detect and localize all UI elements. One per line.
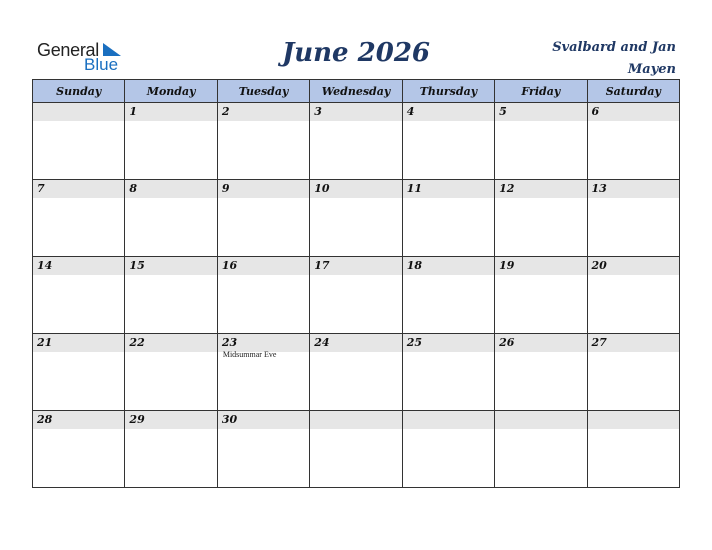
weekday-friday: Friday [495, 80, 587, 103]
day-cell[interactable] [402, 180, 494, 257]
day-cell[interactable] [402, 334, 494, 411]
day-cell[interactable] [495, 257, 587, 334]
weekday-sunday: Sunday [33, 80, 125, 103]
day-cell[interactable] [125, 103, 217, 180]
day-number: 26 [495, 334, 586, 352]
logo-blue-text: Blue [84, 55, 119, 74]
holiday-event: Midsummar Eve [222, 350, 277, 359]
day-number: 24 [310, 334, 401, 352]
weekday-monday: Monday [125, 80, 217, 103]
day-cell[interactable] [495, 411, 587, 488]
day-cell[interactable] [587, 103, 679, 180]
day-number [403, 411, 494, 429]
day-cell[interactable] [33, 103, 125, 180]
day-cell[interactable] [495, 103, 587, 180]
day-number: 2 [218, 103, 309, 121]
day-cell[interactable] [125, 334, 217, 411]
day-cell[interactable] [33, 180, 125, 257]
day-number: 7 [33, 180, 124, 198]
day-number: 22 [125, 334, 216, 352]
day-cell[interactable] [310, 257, 402, 334]
day-number: 18 [403, 257, 494, 275]
day-number: 16 [218, 257, 309, 275]
day-number: 3 [310, 103, 401, 121]
day-number: 23 [218, 334, 309, 352]
day-cell[interactable] [495, 334, 587, 411]
day-number [588, 411, 679, 429]
day-number: 17 [310, 257, 401, 275]
day-number: 4 [403, 103, 494, 121]
day-cell[interactable] [217, 334, 309, 411]
day-number: 10 [310, 180, 401, 198]
day-number: 8 [125, 180, 216, 198]
day-cell[interactable] [217, 103, 309, 180]
region-name: Svalbard and Jan Mayen [552, 40, 676, 77]
day-cell[interactable] [310, 411, 402, 488]
week-row [33, 180, 680, 257]
day-number: 20 [588, 257, 679, 275]
day-number: 19 [495, 257, 586, 275]
day-number: 11 [403, 180, 494, 198]
calendar-grid [32, 79, 680, 488]
day-cell[interactable] [33, 257, 125, 334]
day-number: 29 [125, 411, 216, 429]
day-number: 25 [403, 334, 494, 352]
day-number: 27 [588, 334, 679, 352]
day-cell[interactable] [402, 103, 494, 180]
weekday-thursday: Thursday [402, 80, 494, 103]
day-number: 9 [218, 180, 309, 198]
day-cell[interactable] [125, 180, 217, 257]
week-row [33, 103, 680, 180]
day-cell[interactable] [587, 411, 679, 488]
day-number: 14 [33, 257, 124, 275]
weekday-saturday: Saturday [587, 80, 679, 103]
weekday-tuesday: Tuesday [217, 80, 309, 103]
day-cell[interactable] [402, 411, 494, 488]
day-cell[interactable] [402, 257, 494, 334]
day-number: 5 [495, 103, 586, 121]
week-row [33, 411, 680, 488]
day-cell[interactable] [125, 411, 217, 488]
day-number: 1 [125, 103, 216, 121]
day-number: 15 [125, 257, 216, 275]
generalblue-logo [37, 40, 137, 74]
day-number [495, 411, 586, 429]
day-number: 28 [33, 411, 124, 429]
day-cell[interactable] [33, 334, 125, 411]
day-number: 6 [588, 103, 679, 121]
day-number: 21 [33, 334, 124, 352]
day-cell[interactable] [217, 411, 309, 488]
weekday-wednesday: Wednesday [310, 80, 402, 103]
day-number: 30 [218, 411, 309, 429]
week-row [33, 334, 680, 411]
day-number [33, 103, 124, 121]
day-cell[interactable] [310, 334, 402, 411]
day-number [310, 411, 401, 429]
logo-general-text: General [37, 40, 99, 60]
day-cell[interactable] [310, 180, 402, 257]
day-cell[interactable] [587, 334, 679, 411]
day-cell[interactable] [33, 411, 125, 488]
day-cell[interactable] [217, 180, 309, 257]
day-number: 13 [588, 180, 679, 198]
day-cell[interactable] [310, 103, 402, 180]
week-row [33, 257, 680, 334]
day-number: 12 [495, 180, 586, 198]
day-cell[interactable] [125, 257, 217, 334]
weekday-header-row [33, 80, 680, 103]
day-cell[interactable] [495, 180, 587, 257]
day-cell[interactable] [587, 180, 679, 257]
calendar-title: June 2026 [281, 38, 431, 68]
day-cell[interactable] [587, 257, 679, 334]
day-cell[interactable] [217, 257, 309, 334]
